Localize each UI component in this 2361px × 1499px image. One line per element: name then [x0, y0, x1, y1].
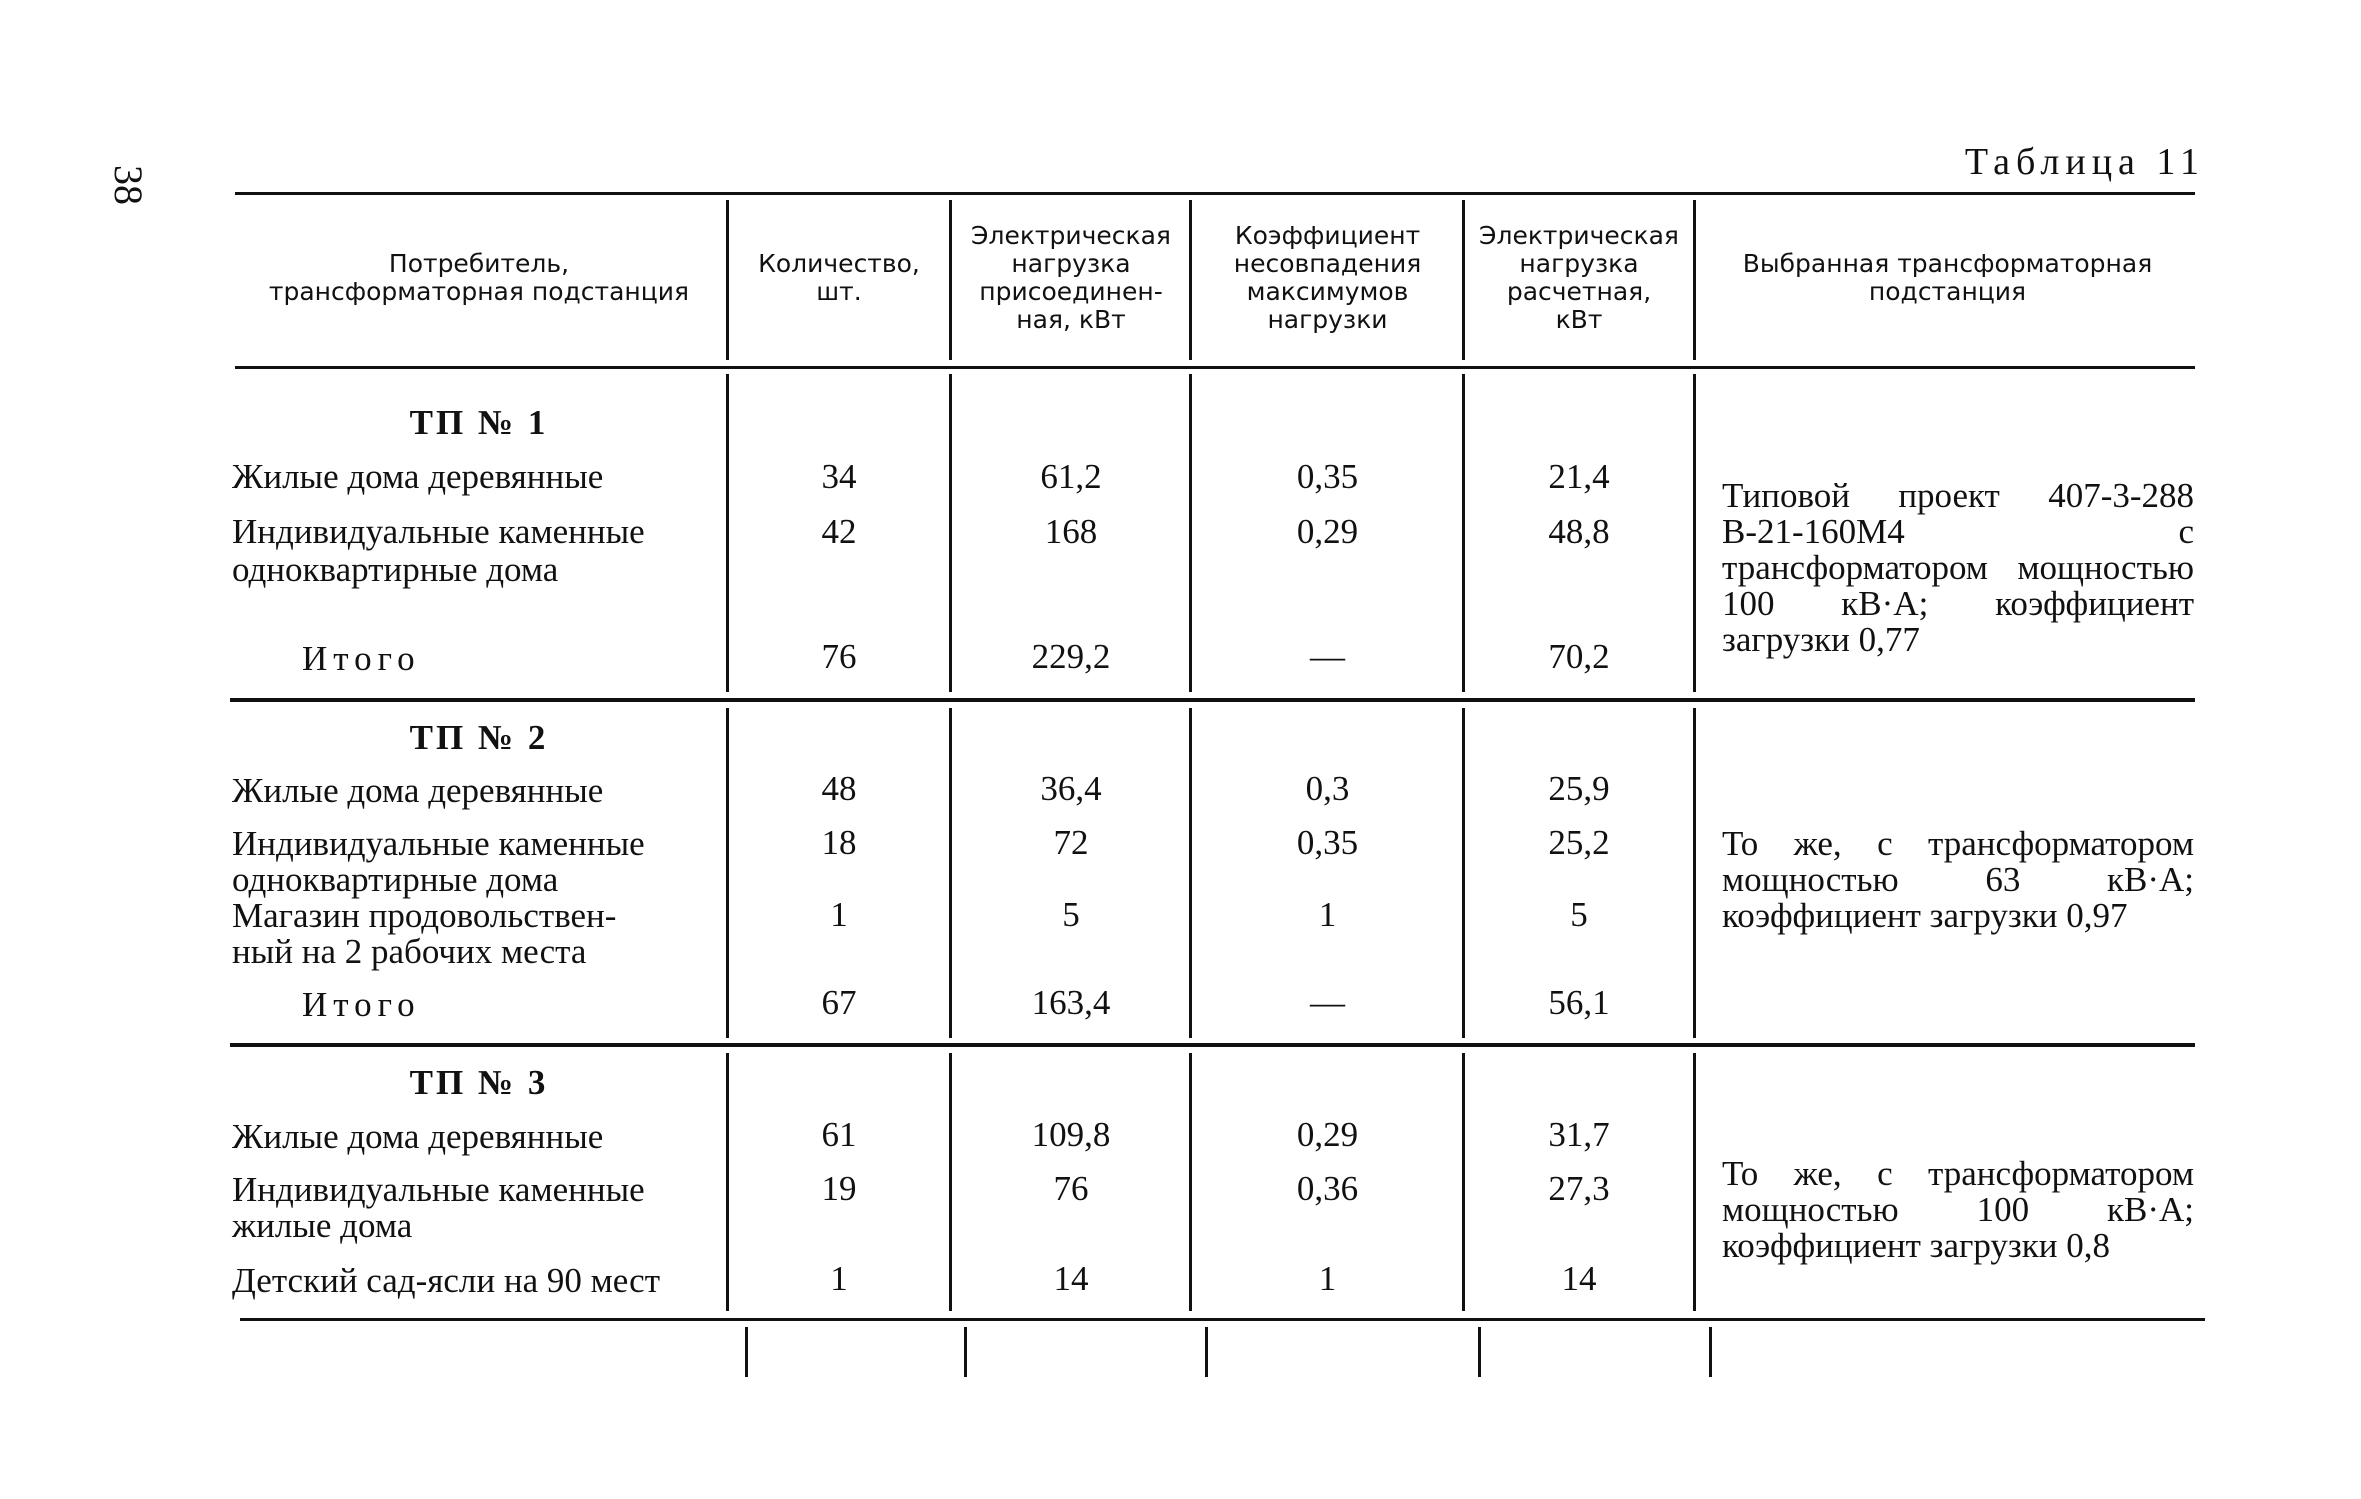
header-quantity: Количество, шт.: [758, 249, 920, 306]
substation-description: Типовой проект 407-3-288 В-21-160М4 с трансформатором мощностью 100 кВ·А; коэффициент загрузки 0,77: [1722, 476, 2194, 659]
column-stub: [1478, 1327, 1481, 1377]
substation-description: То же, с трансформатором мощностью 63 кВ·А; коэффициент загрузки 0,97: [1722, 824, 2194, 935]
table-bottom-rule: [240, 1318, 2205, 1321]
quantity-value: 1: [830, 1259, 848, 1298]
consumer-name: Магазин продовольствен- ный на 2 рабочих места: [232, 896, 617, 971]
column-rule: [726, 200, 729, 360]
total-quantity: 76: [821, 637, 857, 676]
column-rule: [1462, 374, 1465, 692]
quantity-value: 48: [821, 769, 857, 808]
coefficient-value: 1: [1318, 1259, 1337, 1298]
coefficient-value: 0,29: [1296, 512, 1359, 551]
column-rule: [1462, 200, 1465, 360]
column-rule: [1189, 708, 1192, 1038]
column-rule: [949, 200, 952, 360]
calculated-load-value: 14: [1561, 1259, 1597, 1298]
consumer-name: Детский сад-ясли на 90 мест: [232, 1261, 660, 1300]
coefficient-value: 0,36: [1296, 1169, 1359, 1208]
column-rule: [1693, 1053, 1696, 1311]
calculated-load-value: 48,8: [1548, 512, 1610, 551]
quantity-value: 19: [821, 1169, 857, 1208]
header-calculated-load: Электрическая нагрузка расчетная, кВт: [1479, 221, 1679, 334]
consumer-name: Жилые дома деревянные: [232, 457, 604, 496]
total-coefficient: —: [1310, 983, 1345, 1022]
connected-load-value: 14: [1053, 1259, 1089, 1298]
group-divider-rule: [230, 698, 2195, 702]
quantity-value: 42: [821, 512, 857, 551]
calculated-load-value: 25,2: [1548, 823, 1610, 862]
header-coefficient: Коэффициент несовпадения максимумов нагрузки: [1233, 221, 1422, 334]
column-stub: [1205, 1327, 1208, 1377]
column-rule: [1462, 708, 1465, 1038]
group-title: ТП № 2: [409, 718, 549, 757]
consumer-name: Индивидуальные каменные одноквартирные дома: [232, 824, 645, 899]
connected-load-value: 109,8: [1031, 1115, 1111, 1154]
total-calculated-load: 56,1: [1548, 983, 1610, 1022]
substation-description: То же, с трансформатором мощностью 100 кВ·А; коэффициент загрузки 0,8: [1722, 1154, 2194, 1265]
total-label: Итого: [302, 639, 421, 678]
page-number: 38: [106, 165, 151, 205]
connected-load-value: 76: [1053, 1169, 1089, 1208]
total-label: Итого: [302, 985, 421, 1024]
column-stub: [964, 1327, 967, 1377]
column-rule: [1189, 200, 1192, 360]
column-rule: [1189, 374, 1192, 692]
quantity-value: 34: [821, 457, 857, 496]
header-connected-load: Электрическая нагрузка присоединен- ная, кВт: [971, 221, 1171, 334]
consumer-name: Индивидуальные каменные жилые дома: [232, 1170, 645, 1245]
column-rule: [726, 708, 729, 1038]
column-stub: [1709, 1327, 1712, 1377]
column-rule: [1693, 374, 1696, 692]
group-title: ТП № 3: [409, 1063, 549, 1102]
consumer-name: Индивидуальные каменные одноквартирные дома: [232, 512, 645, 589]
connected-load-value: 168: [1044, 512, 1098, 551]
calculated-load-value: 31,7: [1548, 1115, 1610, 1154]
header-bottom-rule: [235, 366, 2195, 369]
table-caption: Таблица 11: [1964, 141, 2205, 183]
quantity-value: 18: [821, 823, 857, 862]
connected-load-value: 61,2: [1040, 457, 1102, 496]
coefficient-value: 0,3: [1305, 769, 1350, 808]
consumer-name: Жилые дома деревянные: [232, 1117, 604, 1156]
total-coefficient: —: [1310, 637, 1345, 676]
calculated-load-value: 5: [1570, 895, 1588, 934]
column-rule: [726, 1053, 729, 1311]
header-consumer: Потребитель, трансформаторная подстанция: [268, 249, 690, 306]
total-quantity: 67: [821, 983, 857, 1022]
column-rule: [949, 1053, 952, 1311]
group-title: ТП № 1: [409, 403, 549, 442]
total-connected-load: 229,2: [1031, 637, 1111, 676]
column-rule: [949, 374, 952, 692]
coefficient-value: 0,35: [1296, 823, 1359, 862]
total-connected-load: 163,4: [1031, 983, 1111, 1022]
connected-load-value: 5: [1062, 895, 1080, 934]
coefficient-value: 0,35: [1296, 457, 1359, 496]
calculated-load-value: 21,4: [1548, 457, 1610, 496]
calculated-load-value: 27,3: [1548, 1169, 1610, 1208]
group-divider-rule: [230, 1043, 2195, 1047]
quantity-value: 1: [830, 895, 848, 934]
column-rule: [1189, 1053, 1192, 1311]
column-rule: [1462, 1053, 1465, 1311]
quantity-value: 61: [821, 1115, 857, 1154]
header-substation: Выбранная трансформаторная подстанция: [1742, 249, 2153, 306]
column-rule: [726, 374, 729, 692]
connected-load-value: 72: [1053, 823, 1089, 862]
column-stub: [745, 1327, 748, 1377]
column-rule: [1693, 708, 1696, 1038]
column-rule: [949, 708, 952, 1038]
consumer-name: Жилые дома деревянные: [232, 771, 604, 810]
coefficient-value: 1: [1318, 895, 1337, 934]
column-rule: [1693, 200, 1696, 360]
total-calculated-load: 70,2: [1548, 637, 1610, 676]
calculated-load-value: 25,9: [1548, 769, 1610, 808]
coefficient-value: 0,29: [1296, 1115, 1359, 1154]
table-top-rule: [235, 192, 2195, 195]
connected-load-value: 36,4: [1040, 769, 1102, 808]
